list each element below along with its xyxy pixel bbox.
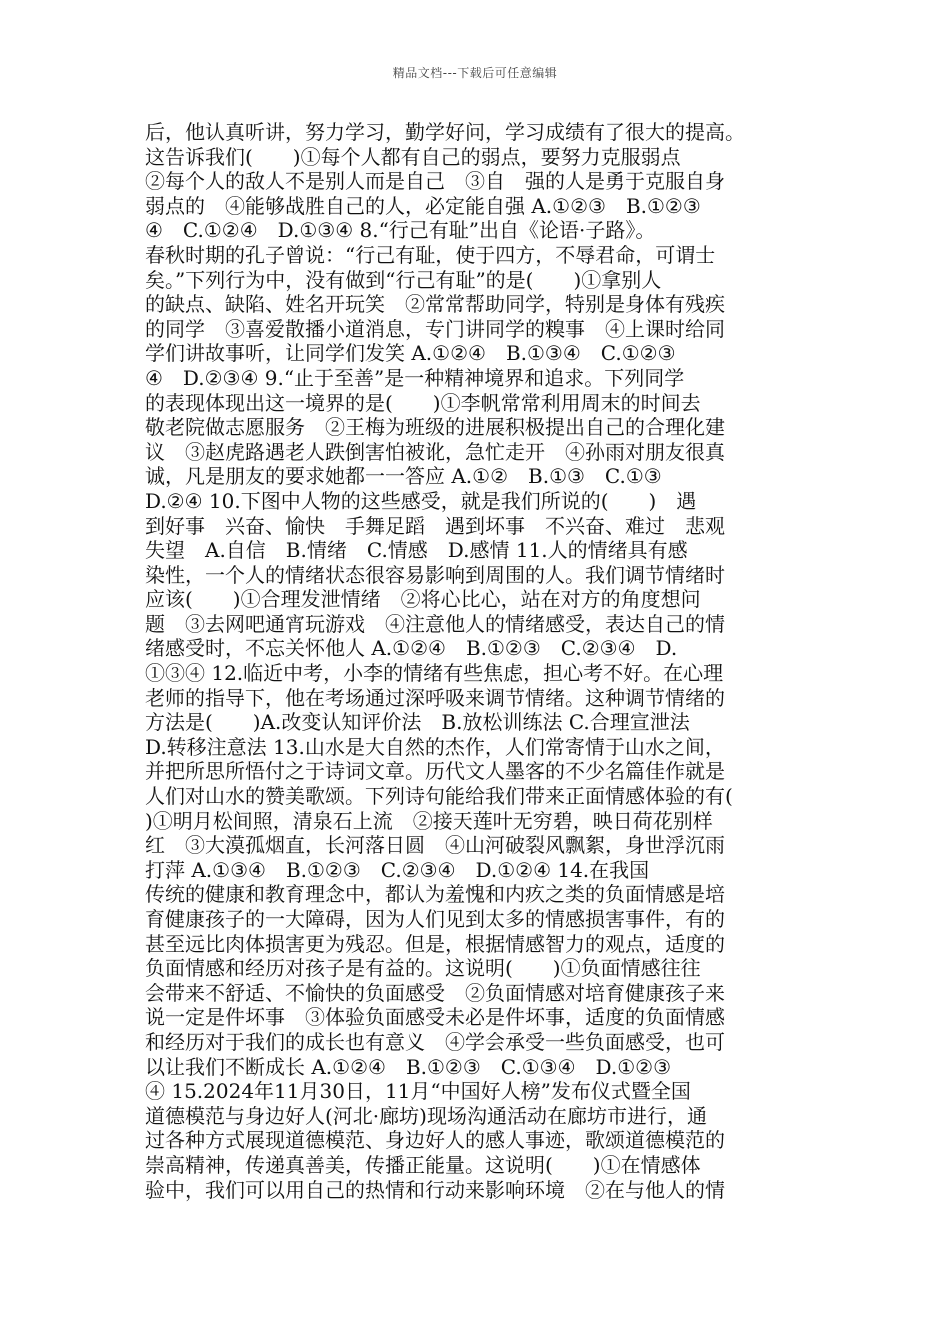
text-line: ④ 15.2024年11月30日，11月“中国好人榜”发布仪式暨全国 — [145, 1079, 691, 1104]
text-line: 后，他认真听讲，努力学习，勤学好问，学习成绩有了很大的提高。 — [145, 120, 745, 144]
text-line: 说一定是件坏事 ③体验负面感受未必是件坏事，适度的负面情感 — [145, 1005, 725, 1030]
text-line: 染性，一个人的情绪状态很容易影响到周围的人。我们调节情绪时 — [145, 562, 725, 587]
text-line: 甚至远比肉体损害更为残忍。但是，根据情感智力的观点，适度的 — [145, 931, 725, 956]
text-line: 老师的指导下，他在考场通过深呼吸来调节情绪。这种调节情绪的 — [145, 685, 725, 710]
text-line: 红 ③大漠孤烟直，长河落日圆 ④山河破裂风飘絮，身世浮沉雨 — [145, 833, 725, 858]
text-line: 负面情感和经历对孩子是有益的。这说明( )①负面情感往往 — [145, 956, 701, 981]
document-body — [145, 120, 815, 1202]
text-line: 过各种方式展现道德模范、身边好人的感人事迹，歌颂道德模范的 — [145, 1128, 725, 1153]
text-line: ①③④ 12.临近中考，小李的情绪有些焦虑，担心考不好。在心理 — [145, 661, 724, 686]
text-line: 的缺点、缺陷、姓名开玩笑 ②常常帮助同学，特别是身体有残疾 — [145, 292, 725, 317]
text-line: 人们对山水的赞美歌颂。下列诗句能给我们带来正面情感体验的有( — [145, 784, 733, 809]
text-line: 应该( )①合理发泄情绪 ②将心比心，站在对方的角度想问 — [145, 587, 701, 612]
text-line: 崇高精神，传递真善美，传播正能量。这说明( )①在情感体 — [145, 1152, 701, 1177]
text-line: D.转移注意法 13.山水是大自然的杰作，人们常寄情于山水之间， — [145, 734, 725, 759]
text-line: ④ D.②③④ 9.“止于至善”是一种精神境界和追求。下列同学 — [145, 365, 685, 390]
text-line: 道德模范与身边好人(河北·廊坊)现场沟通活动在廊坊市进行，通 — [145, 1103, 707, 1128]
text-line: 学们讲故事听，让同学们发笑 A.①②④ B.①③④ C.①②③ — [145, 341, 676, 366]
text-line: 并把所思所悟付之于诗词文章。历代文人墨客的不少名篇佳作就是 — [145, 759, 725, 784]
text-line: 题 ③去网吧通宵玩游戏 ④注意他人的情绪感受，表达自己的情 — [145, 611, 725, 636]
text-line: 传统的健康和教育理念中，都认为羞愧和内疚之类的负面情感是培 — [145, 882, 725, 907]
text-line: D.②④ 10.下图中人物的这些感受，就是我们所说的( ) 遇 — [145, 488, 697, 513]
text-line: 的表现体现出这一境界的是( )①李帆常常利用周末的时间去 — [145, 390, 701, 415]
text-line: 到好事 兴奋、愉快 手舞足蹈 遇到坏事 不兴奋、难过 悲观 — [145, 513, 725, 538]
text-line: 这告诉我们( )①每个人都有自己的弱点，要努力克服弱点 — [145, 144, 681, 169]
text-line: 会带来不舒适、不愉快的负面感受 ②负面情感对培育健康孩子来 — [145, 980, 725, 1005]
text-line: 验中，我们可以用自己的热情和行动来影响环境 ②在与他人的情 — [145, 1177, 725, 1202]
text-line: )①明月松间照，清泉石上流 ②接天莲叶无穷碧，映日荷花别样 — [145, 808, 713, 833]
text-line: 绪感受时，不忘关怀他人 A.①②④ B.①②③ C.②③④ D. — [145, 636, 678, 661]
text-line: 打萍 A.①③④ B.①②③ C.②③④ D.①②④ 14.在我国 — [145, 857, 650, 882]
text-line: 矣。”下列行为中，没有做到“行己有耻”的是( )①拿别人 — [145, 267, 662, 292]
text-line: 敬老院做志愿服务 ②王梅为班级的进展积极提出自己的合理化建 — [145, 415, 725, 440]
text-line: 弱点的 ④能够战胜自己的人，必定能自强 A.①②③ B.①②③ — [145, 193, 701, 218]
text-line: 失望 A.自信 B.情绪 C.情感 D.感情 11.人的情绪具有感 — [145, 538, 688, 563]
page-header: 精品文档---下载后可任意编辑 — [392, 66, 558, 80]
text-line: ④ C.①②④ D.①③④ 8.“行己有耻”出自《论语·子路》。 — [145, 218, 656, 243]
text-line: ②每个人的敌人不是别人而是自己 ③自 强的人是勇于克服自身 — [145, 169, 725, 194]
text-line: 议 ③赵虎路遇老人跌倒害怕被讹，急忙走开 ④孙雨对朋友很真 — [145, 439, 725, 464]
text-line: 和经历对于我们的成长也有意义 ④学会承受一些负面感受，也可 — [145, 1029, 725, 1054]
text-line: 诚，凡是朋友的要求她都一一答应 A.①② B.①③ C.①③ — [145, 464, 662, 489]
text-line: 春秋时期的孔子曾说：“行己有耻，使于四方，不辱君命，可谓士 — [145, 242, 716, 267]
text-line: 的同学 ③喜爱散播小道消息，专门讲同学的糗事 ④上课时给同 — [145, 316, 725, 341]
text-line: 育健康孩子的一大障碍，因为人们见到太多的情感损害事件，有的 — [145, 907, 725, 931]
text-line: 方法是( )A.改变认知评价法 B.放松训练法 C.合理宣泄法 — [145, 710, 690, 735]
text-line: 以让我们不断成长 A.①②④ B.①②③ C.①③④ D.①②③ — [145, 1054, 671, 1079]
